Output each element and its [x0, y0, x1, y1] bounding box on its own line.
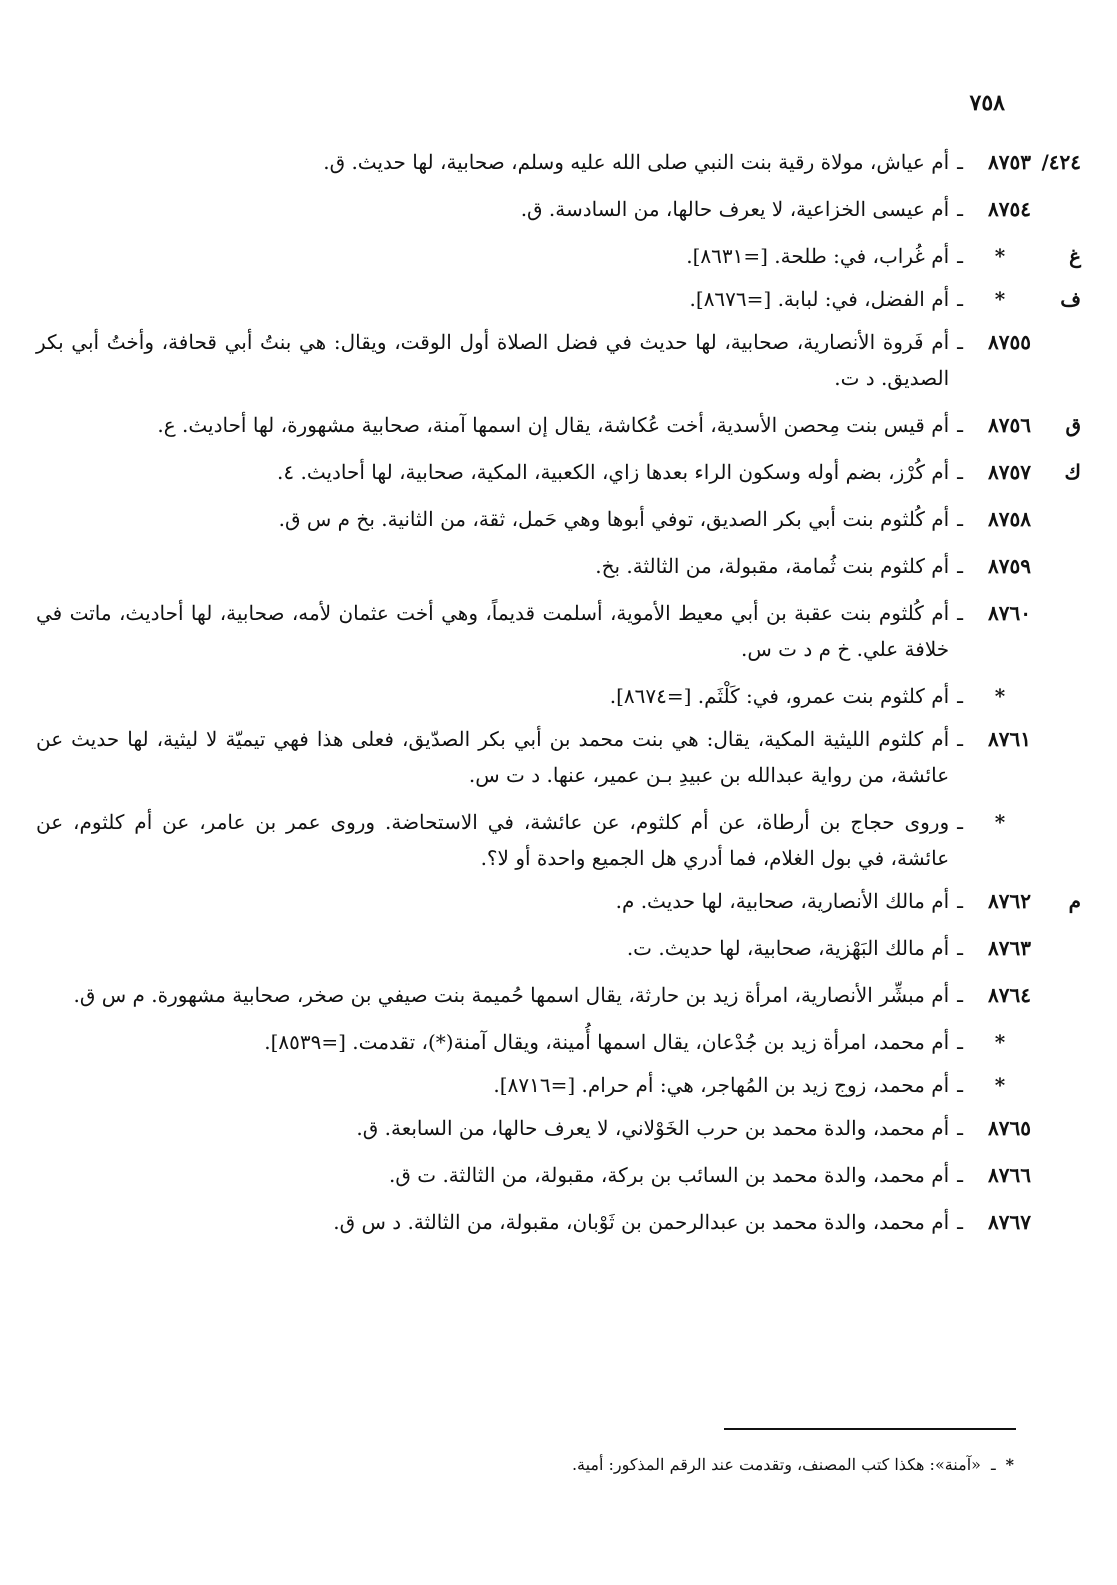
entry-dash: ـ	[957, 727, 963, 751]
entry-text: أم فَروة الأنصارية، صحابية، لها حديث في فضل الصلاة أول الوقت، ويقال: هي بنتُ أبي قحافة، وأختُ أبي بكر الصديق. د ت.	[36, 330, 950, 390]
entry-dash: ـ	[957, 936, 963, 960]
biography-entry	[36, 407, 1081, 443]
entry-number: ٨٧٥٧	[988, 460, 1031, 484]
asterisk-marker: *	[994, 1030, 1006, 1054]
asterisk-marker: *	[994, 1073, 1006, 1097]
biography-entry	[36, 454, 1081, 490]
cross-reference-entry	[36, 238, 1081, 274]
entry-text: أم عيسى الخزاعية، لا يعرف حالها، من السادسة. ق.	[520, 197, 950, 221]
biography-entry	[36, 883, 1081, 919]
entry-dash: ـ	[957, 889, 963, 913]
entry-dash: ـ	[957, 460, 963, 484]
entry-text: أم كُلثوم بنت أبي بكر الصديق، توفي أبوها وهي حَمل، ثقة، من الثانية. بخ م س ق.	[278, 507, 950, 531]
entry-number: ٨٧٦٤	[988, 983, 1031, 1007]
margin-symbol: غ	[1069, 244, 1081, 268]
entry-dash: ـ	[957, 810, 963, 834]
entry-dash: ـ	[957, 197, 963, 221]
entry-number: ٨٧٥٦	[988, 413, 1031, 437]
entry-text: أم كلثوم بنت عمرو، في: كَلْثَم. [=٨٦٧٤].	[609, 684, 950, 708]
entry-text: أم محمد، والدة محمد بن السائب بن بركة، مقبولة، من الثالثة. ت ق.	[389, 1163, 950, 1187]
cross-reference-entry	[36, 281, 1081, 317]
entry-dash: ـ	[957, 1163, 963, 1187]
entry-dash: ـ	[957, 507, 963, 531]
footnote	[572, 1452, 1014, 1478]
entry-dash: ـ	[957, 684, 963, 708]
biography-entry	[36, 1204, 1081, 1240]
entry-dash: ـ	[957, 1116, 963, 1140]
footnote-text: «آمنة»: هكذا كتب المصنف، وتقدمت عند الرقم المذكور: أمية.	[571, 1455, 981, 1474]
entry-text: وروى حجاج بن أرطاة، عن أم كلثوم، عن عائشة، في الاستحاضة. وروى عمر بن عامر، عن أم كلثوم، عن عائشة، في بول الغلام، فما أدري هل الجميع واحدة أو لا؟.	[36, 810, 950, 870]
entry-text: أم مالك الأنصارية، صحابية، لها حديث. م.	[615, 889, 950, 913]
entries-list	[36, 144, 1081, 1251]
entry-dash: ـ	[957, 244, 963, 268]
biography-entry	[36, 721, 1081, 793]
entry-dash: ـ	[957, 150, 963, 174]
entry-dash: ـ	[957, 330, 963, 354]
entry-number: ٨٧٦٥	[988, 1116, 1031, 1140]
biography-entry	[36, 324, 1081, 396]
entry-text: أم كلثوم الليثية المكية، يقال: هي بنت محمد بن أبي بكر الصدّيق، فعلى هذا فهي تيميّة لا ليثية، لها حديث عن عائشة، من رواية عبدالله بن عبيدِ بـن عمير، عنها. د ت س.	[36, 727, 950, 787]
entry-text: أم محمد، زوج زيد بن المُهاجر، هي: أم حرام. [=٨٧١٦].	[493, 1073, 950, 1097]
footnote-mark: *	[1005, 1455, 1014, 1474]
entry-text: أم غُراب، في: طلحة. [=٨٦٣١].	[686, 244, 950, 268]
entry-text: أم عياش، مولاة رقية بنت النبي صلى الله عليه وسلم، صحابية، لها حديث. ق.	[323, 150, 950, 174]
entry-dash: ـ	[957, 554, 963, 578]
entry-dash: ـ	[957, 1030, 963, 1054]
cross-reference-entry	[36, 804, 1081, 876]
margin-symbol: ك	[1064, 460, 1081, 484]
page-number: ٧٥٨	[969, 90, 1005, 116]
entry-number: ٨٧٦٣	[988, 936, 1031, 960]
entry-number: ٨٧٦٦	[988, 1163, 1031, 1187]
entry-text: أم كُرْز، بضم أوله وسكون الراء بعدها زاي، الكعبية، المكية، صحابية، لها أحاديث. ٤.	[277, 460, 950, 484]
biography-entry	[36, 977, 1081, 1013]
entry-number: ٨٧٦٧	[988, 1210, 1031, 1234]
entry-number: ٨٧٥٩	[988, 554, 1031, 578]
entry-dash: ـ	[957, 1073, 963, 1097]
biography-entry	[36, 144, 1081, 180]
entry-dash: ـ	[957, 601, 963, 625]
asterisk-marker: *	[994, 287, 1006, 311]
entry-text: أم محمد، والدة محمد بن عبدالرحمن بن ثَوْبان، مقبولة، من الثالثة. د س ق.	[333, 1210, 950, 1234]
margin-symbol: ٤٢٤/	[1041, 150, 1081, 174]
margin-symbol: م	[1068, 889, 1081, 913]
entry-text: أم الفضل، في: لبابة. [=٨٦٧٦].	[689, 287, 950, 311]
entry-number: ٨٧٥٣	[988, 150, 1031, 174]
biography-entry	[36, 1157, 1081, 1193]
entry-dash: ـ	[957, 1210, 963, 1234]
entry-text: أم كلثوم بنت ثُمامة، مقبولة، من الثالثة. بخ.	[595, 554, 950, 578]
entry-number: ٨٧٥٤	[988, 197, 1031, 221]
margin-symbol: ق	[1065, 413, 1081, 437]
cross-reference-entry	[36, 1067, 1081, 1103]
asterisk-marker: *	[994, 810, 1006, 834]
biography-entry	[36, 191, 1081, 227]
entry-number: ٨٧٥٨	[988, 507, 1031, 531]
biography-entry	[36, 501, 1081, 537]
margin-symbol: ف	[1060, 287, 1081, 311]
entry-dash: ـ	[957, 287, 963, 311]
biography-entry	[36, 930, 1081, 966]
entry-number: ٨٧٦٠	[988, 601, 1031, 625]
entry-dash: ـ	[957, 983, 963, 1007]
cross-reference-entry	[36, 1024, 1081, 1060]
entry-text: أم محمد، والدة محمد بن حرب الخَوْلاني، لا يعرف حالها، من السابعة. ق.	[356, 1116, 950, 1140]
footnote-divider	[724, 1428, 1016, 1430]
asterisk-marker: *	[994, 244, 1006, 268]
entry-number: ٨٧٥٥	[988, 330, 1031, 354]
entry-number: ٨٧٦١	[988, 727, 1031, 751]
entry-dash: ـ	[957, 413, 963, 437]
entry-text: أم قيس بنت مِحصن الأسدية، أخت عُكاشة، يقال إن اسمها آمنة، صحابية مشهورة، لها أحاديث. ع.	[157, 413, 950, 437]
footnote-dash: ـ	[990, 1455, 996, 1474]
entry-number: ٨٧٦٢	[988, 889, 1031, 913]
biography-entry	[36, 1110, 1081, 1146]
entry-text: أم مالك البَهْزية، صحابية، لها حديث. ت.	[626, 936, 950, 960]
entry-text: أم مبشِّر الأنصارية، امرأة زيد بن حارثة، يقال اسمها حُميمة بنت صيفي بن صخر، صحابية مشهورة. م س ق.	[73, 983, 950, 1007]
asterisk-marker: *	[994, 684, 1006, 708]
cross-reference-entry	[36, 678, 1081, 714]
biography-entry	[36, 548, 1081, 584]
entry-text: أم محمد، امرأة زيد بن جُدْعان، يقال اسمها أُمينة، ويقال آمنة(*)، تقدمت. [=٨٥٣٩].	[264, 1030, 950, 1054]
entry-text: أم كُلثوم بنت عقبة بن أبي معيط الأموية، أسلمت قديماً، وهي أخت عثمان لأمه، صحابية، لها أحاديث، ماتت في خلافة علي. خ م د ت س.	[36, 601, 950, 661]
biography-entry	[36, 595, 1081, 667]
